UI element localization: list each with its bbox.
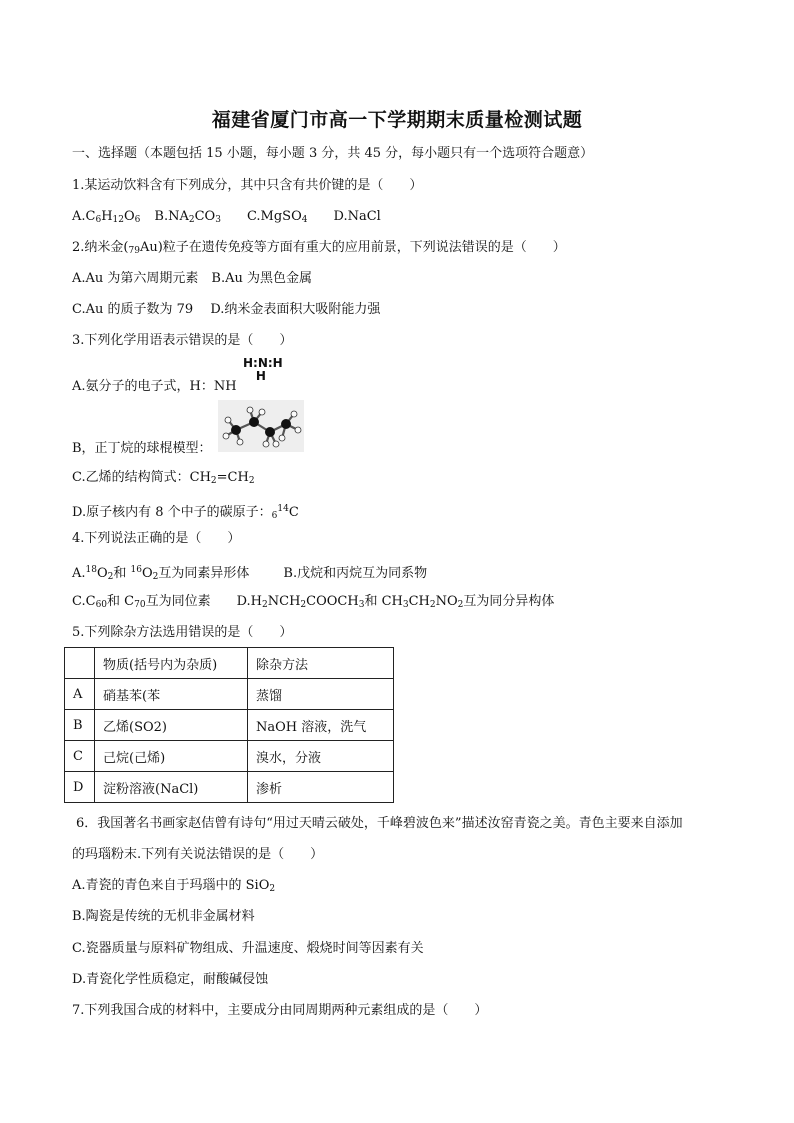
question-2-stem: 2.纳米金$(_{79}Au)$粒子在遗传免疫等方面有重大的应用前景，下列说法错误的是（ ） — [72, 240, 566, 256]
table-cell: 硝基苯(苯 — [95, 679, 248, 710]
question-6-stem-line1: 6．我国著名书画家赵佶曾有诗句“用过天晴云破处，千峰碧波色来”描述汝窑青瓷之美。青色主要来自添加 — [76, 816, 683, 831]
q1-option-b: $B.NA_2CO_3$ — [154, 209, 221, 225]
table-cell: 溴水，分液 — [248, 741, 394, 772]
table-cell: D — [65, 772, 95, 803]
q4-option-b: B.戊烷和丙烷互为同系物 — [283, 566, 428, 581]
question-4-options-cd — [72, 593, 554, 614]
q1-option-c: C.MgSO$_4$ — [246, 209, 308, 225]
lewis-top-row: H:N:H — [243, 356, 283, 370]
question-2-options-cd: C.Au 的质子数为 79 D.纳米金表面积大吸附能力强 — [72, 302, 381, 317]
table-row — [65, 772, 394, 803]
section-heading: 一、选择题（本题包括 15 小题，每小题 3 分，共 45 分，每小题只有一个选项符合题意） — [72, 146, 594, 161]
table-header-row — [65, 648, 394, 679]
lewis-bottom-h: H — [255, 369, 266, 383]
question-3-stem: 3.下列化学用语表示错误的是（ ） — [72, 333, 293, 348]
page-title: 福建省厦门市高一下学期期末质量检测试题 — [211, 109, 583, 131]
table-header-cell: 除杂方法 — [248, 648, 394, 679]
q3-option-d: D.原子核内有 8 个中子的碳原子：$_6^{14}$C — [72, 504, 299, 521]
impurity-removal-table — [64, 647, 394, 803]
question-6-stem-line2: 的玛瑙粉末.下列有关说法错误的是（ ） — [72, 847, 324, 862]
question-1-stem: 1.某运动饮料含有下列成分，其中只含有共价键的是（ ） — [72, 178, 423, 193]
q6-option-d: D.青瓷化学性质稳定，耐酸碱侵蚀 — [72, 972, 269, 987]
table-cell: C — [65, 741, 95, 772]
table-cell: 乙烯(SO2) — [95, 710, 248, 741]
q6-option-a: A.青瓷的青色来自于玛瑙中的 SiO$_2$ — [72, 878, 276, 894]
q4-option-c: $C.C_{60}$和 $C_{70}$互为同位素 — [72, 594, 211, 610]
question-1-options — [72, 208, 381, 229]
table-cell: B — [65, 710, 95, 741]
q1-option-a: $A.C_6H_{12}O_6$ — [72, 209, 141, 225]
table-cell: NaOH 溶液，洗气 — [248, 710, 394, 741]
table-cell: 己烷(己烯) — [95, 741, 248, 772]
table-cell: 渗析 — [248, 772, 394, 803]
table-header-cell — [65, 648, 95, 679]
table-row — [65, 710, 394, 741]
table-cell: A — [65, 679, 95, 710]
butane-ball-stick-model — [218, 400, 304, 452]
table-cell: 淀粉溶液(NaCl) — [95, 772, 248, 803]
q3-option-a: A.氨分子的电子式，H：NH — [72, 379, 237, 394]
question-7-stem: 7.下列我国合成的材料中，主要成分由同周期两种元素组成的是（ ） — [72, 1003, 488, 1018]
q1-option-d: D.NaCl — [333, 209, 381, 224]
table-row — [65, 741, 394, 772]
question-2-options-ab: A.Au 为第六周期元素 B.Au 为黑色金属 — [72, 271, 312, 286]
q4-option-a: $A.^{18}O_2$和 $^{16}O_2$互为同素异形体 — [72, 565, 250, 582]
ammonia-electron-formula — [243, 357, 283, 383]
table-row — [65, 679, 394, 710]
question-4-stem: 4.下列说法正确的是（ ） — [72, 531, 241, 546]
q6-option-b: B.陶瓷是传统的无机非金属材料 — [72, 909, 255, 924]
table-cell: 蒸馏 — [248, 679, 394, 710]
q3-option-c: C.乙烯的结构简式：$CH_2=CH_2$ — [72, 470, 255, 486]
table-header-cell: 物质(括号内为杂质) — [95, 648, 248, 679]
question-5-stem: 5.下列除杂方法选用错误的是（ ） — [72, 625, 293, 640]
q6-option-c: C.瓷器质量与原料矿物组成、升温速度、煅烧时间等因素有关 — [72, 941, 424, 956]
q3-option-b: B，正丁烷的球棍模型： — [72, 441, 212, 456]
q4-option-d: $D.H_2NCH_2COOCH_3$和 $CH_3CH_2NO_2$互为同分异构体 — [236, 594, 555, 610]
question-4-options-ab — [72, 561, 427, 586]
